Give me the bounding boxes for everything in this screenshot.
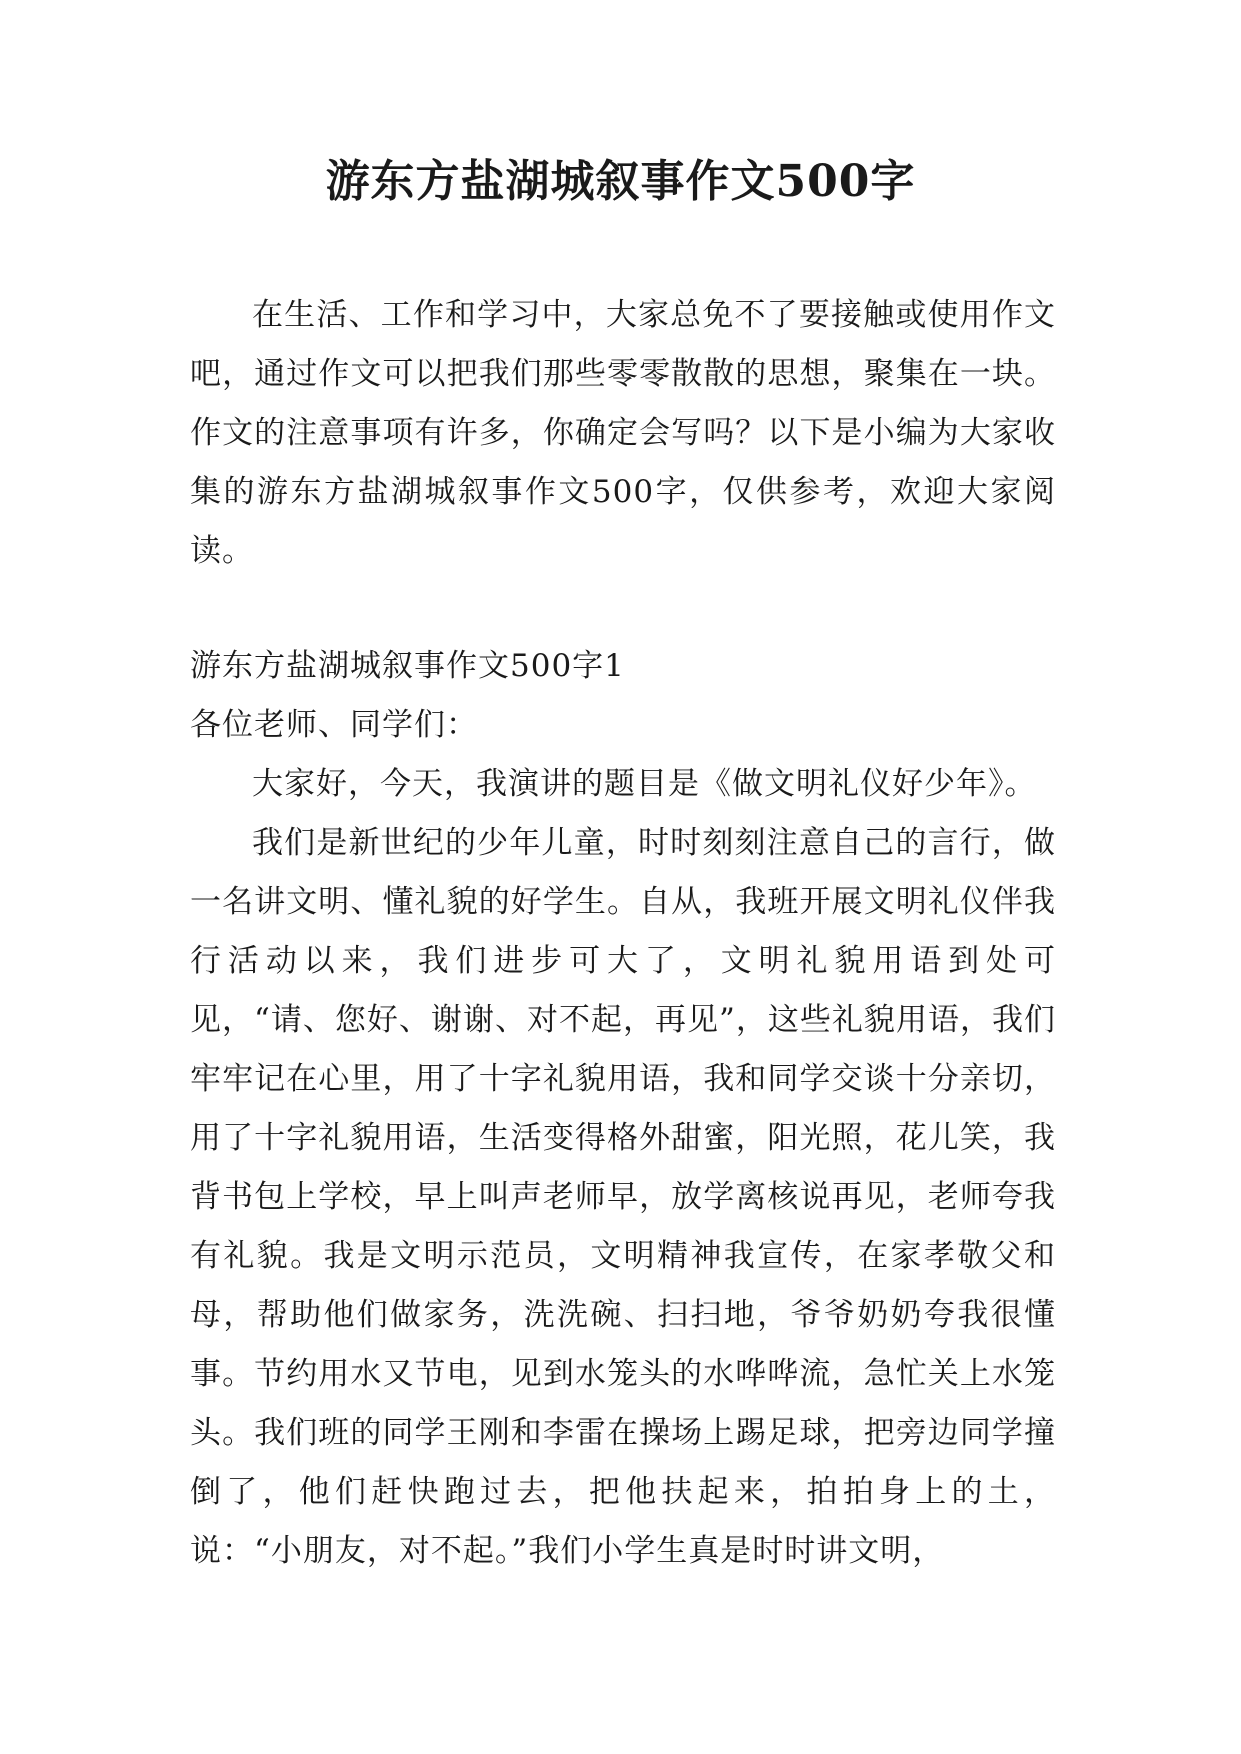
body-paragraph: 大家好，今天，我演讲的题目是《做文明礼仪好少年》。 [252,766,1037,802]
salutation: 各位老师、同学们： [190,707,478,743]
body-paragraph: 我们是新世纪的少年儿童，时时刻刻注意自己的言行，做一名讲文明、懂礼貌的好学生。自从，我班开展文明礼仪伴我行活动以来，我们进步可大了，文明礼貌用语到处可见，“请、您好、谢谢、对不起，再见”，这些礼貌用语，我们牢牢记在心里，用了十字礼貌用语，我和同学交谈十分亲切，用了十字礼貌用语，生活变得格外甜蜜，阳光照，花儿笑，我背书包上学校，早上叫声老师早，放学离核说再见，老师夸我有礼貌。我是文明示范员，文明精神我宣传，在家孝敬父和母，帮助他们做家务，洗洗碗、扫扫地，爷爷奶奶夸我很懂事。节约用水又节电，见到水笼头的水哗哗流，急忙关上水笼头。我们班的同学王刚和李雷在操场上踢足球，把旁边同学撞倒了，他们赶快跑过去，把他扶起来，拍拍身上的土，说：“小朋友，对不起。”我们小学生真是时时讲文明， [190,825,1056,1569]
document-title: 游东方盐湖城叙事作文500字 [325,156,916,207]
section-heading: 游东方盐湖城叙事作文500字1 [190,648,625,684]
intro-paragraph: 在生活、工作和学习中，大家总免不了要接触或使用作文吧，通过作文可以把我们那些零零散散的思想，聚集在一块。作文的注意事项有许多，你确定会写吗？以下是小编为大家收集的游东方盐湖城叙事作文500字，仅供参考，欢迎大家阅读。 [190,297,1056,569]
